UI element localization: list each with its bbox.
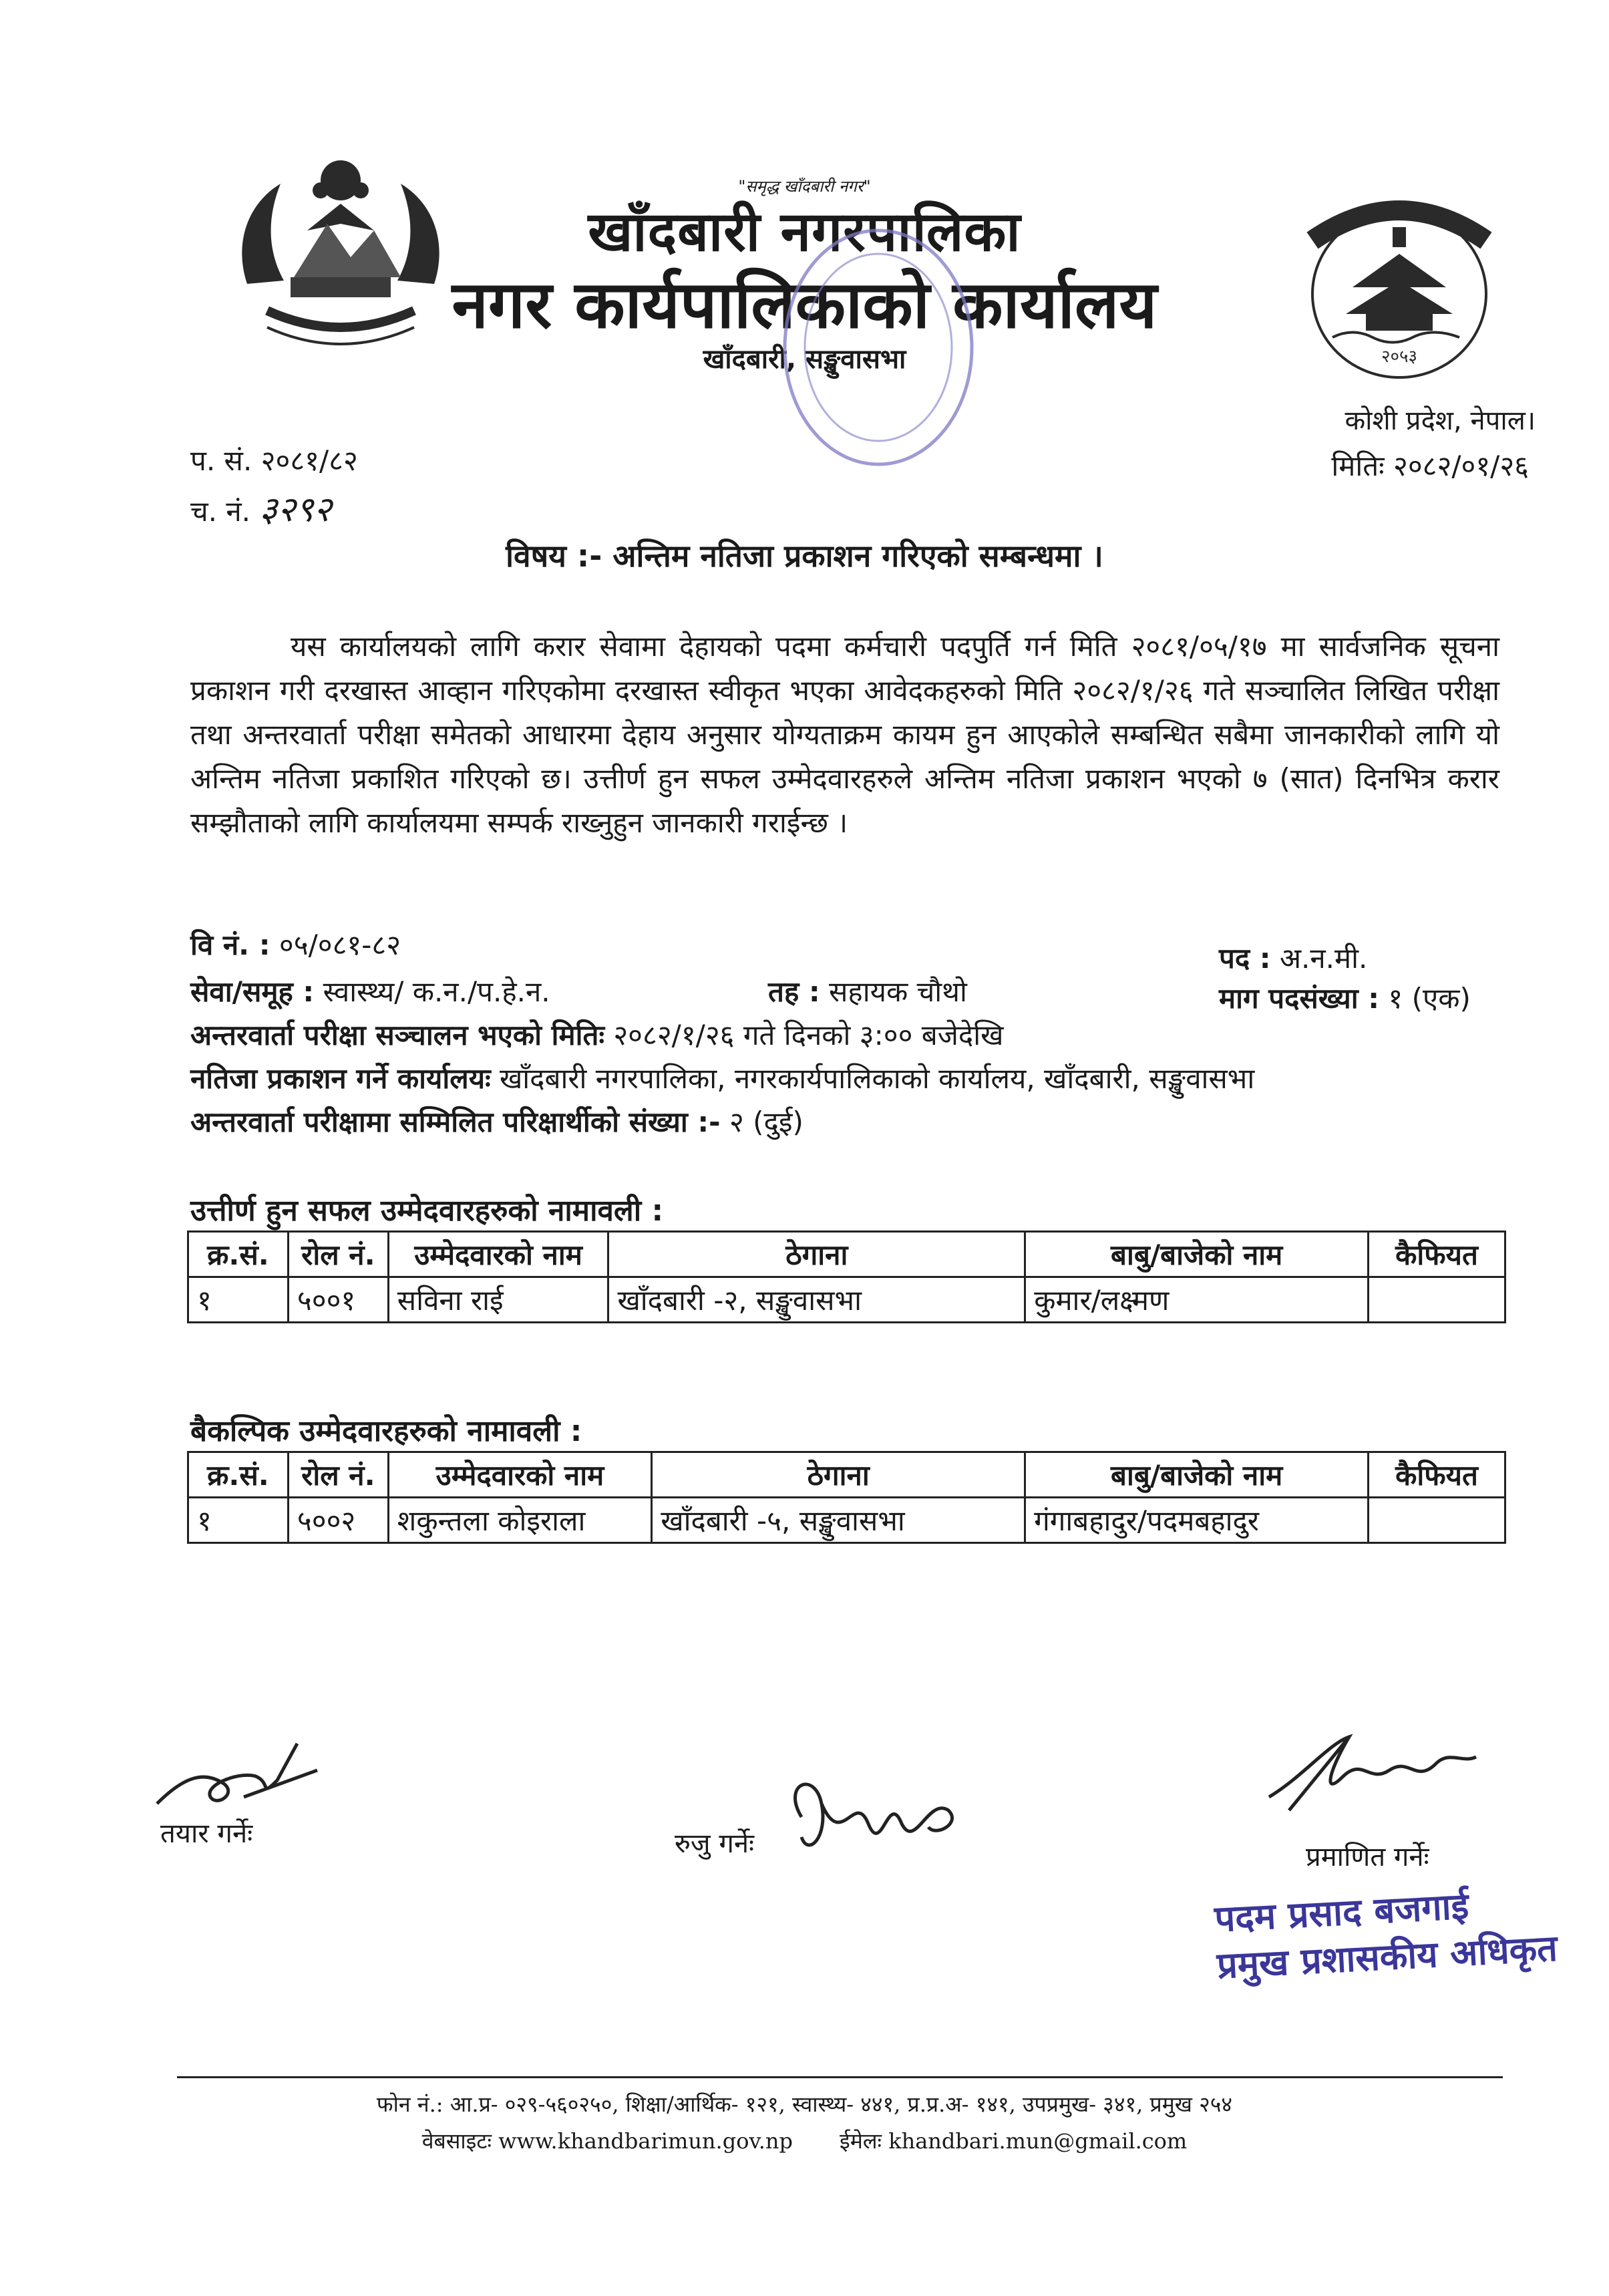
level	[768, 972, 967, 1010]
dispatch-number-handwritten: ३२९२	[259, 490, 332, 530]
demand-value: १ (एक)	[1388, 982, 1471, 1015]
table-header-row	[188, 1232, 1505, 1277]
col-roll: रोल नं.	[288, 1232, 388, 1277]
vi-number-label: वि नं. :	[190, 929, 271, 961]
dispatch-number-label: च. नं.	[190, 495, 251, 528]
cell-roll: ५००२	[288, 1498, 388, 1543]
cell-name: सविना राई	[388, 1277, 608, 1323]
candidate-count-value: २ (दुई)	[729, 1106, 803, 1138]
cell-name: शकुन्तला कोइराला	[388, 1498, 651, 1543]
interview-date-value: २०८२/१/२६ गते दिनको ३:०० बजेदेखि	[613, 1019, 1004, 1051]
col-remarks: कैफियत	[1369, 1452, 1505, 1498]
body-paragraph	[190, 625, 1499, 845]
cell-roll: ५००१	[288, 1277, 388, 1323]
officer-title: प्रमुख प्रशासकीय अधिकृत	[1216, 1927, 1559, 1987]
footer-contact	[0, 2126, 1609, 2155]
vi-number-value: ०५/०८१-८२	[279, 929, 401, 961]
alternate-candidates-table	[187, 1451, 1506, 1544]
province: कोशी प्रदेश, नेपाल।	[1345, 405, 1536, 436]
interview-date	[190, 1015, 1003, 1053]
result-office-value: खाँदबारी नगरपालिका, नगरकार्यपालिकाको कार्यालय, खाँदबारी, सङ्खुवासभा	[499, 1062, 1255, 1095]
passed-list-title: उत्तीर्ण हुन सफल उम्मेदवारहरुको नामावली :	[190, 1194, 664, 1228]
footer-email: ईमेलः khandbari.mun@gmail.com	[840, 2128, 1188, 2154]
service-group	[190, 972, 550, 1010]
org-name: खाँदबारी नगरपालिका	[588, 200, 1021, 264]
logo-year: २०५३	[1381, 347, 1418, 367]
cell-address: खाँदबारी -५, सङ्खुवासभा	[652, 1498, 1025, 1543]
result-office	[190, 1059, 1254, 1097]
subject-line: विषय :- अन्तिम नतिजा प्रकाशन गरिएको सम्बन्धमा ।	[506, 538, 1103, 574]
signature-checked-icon	[775, 1764, 975, 1864]
vi-number	[190, 925, 401, 963]
cell-remarks	[1369, 1277, 1505, 1323]
col-address: ठेगाना	[608, 1232, 1025, 1277]
level-value: सहायक चौथो	[829, 975, 967, 1008]
cell-address: खाँदबारी -२, सङ्खुवासभा	[608, 1277, 1025, 1323]
checked-by-label: रुजु गर्नेः	[675, 1828, 755, 1859]
office-stamp-icon	[768, 200, 989, 481]
reference-number: प. सं. २०८१/८२	[190, 444, 358, 477]
footer-phones: फोन नं.: आ.प्र- ०२९-५६०२५०, शिक्षा/आर्थिक- १२१, स्वास्थ्य- ४४१, प्र.प्र.अ- १४१, उपप्रमुख- ३४१, प्रमुख २५४	[376, 2092, 1233, 2117]
table-header-row	[188, 1452, 1505, 1498]
alternate-list-title: बैकल्पिक उम्मेदवारहरुको नामावली :	[190, 1414, 582, 1448]
col-parent: बाबु/बाजेको नाम	[1025, 1232, 1369, 1277]
service-label: सेवा/समूह :	[190, 975, 315, 1008]
cell-serial: १	[188, 1277, 289, 1323]
footer-website: वेबसाइटः www.khandbarimun.gov.np	[421, 2128, 793, 2154]
office-location: खाँदबारी, सङ्खुवासभा	[703, 344, 906, 375]
interview-date-label: अन्तरवार्ता परीक्षा सञ्चालन भएको मितिः	[190, 1019, 604, 1051]
candidate-count	[190, 1102, 803, 1140]
tagline: "समृद्ध खाँदबारी नगर"	[738, 177, 871, 196]
passed-candidates-table	[187, 1231, 1506, 1323]
dispatch-number	[190, 484, 332, 532]
result-office-label: नतिजा प्रकाशन गर्ने कार्यालयः	[190, 1062, 491, 1095]
col-remarks: कैफियत	[1369, 1232, 1505, 1277]
footer-divider	[177, 2076, 1503, 2078]
issue-date: मितिः २०८२/०१/२६	[1331, 450, 1529, 482]
col-name: उम्मेदवारको नाम	[388, 1232, 608, 1277]
certified-by-label: प्रमाणित गर्नेः	[1306, 1842, 1429, 1872]
level-label: तह :	[768, 975, 820, 1008]
post-value: अ.न.मी.	[1279, 942, 1368, 975]
service-value: स्वास्थ्य/ क.न./प.हे.न.	[323, 975, 550, 1008]
table-row	[188, 1498, 1505, 1543]
cell-parent: गंगाबहादुर/पदमबहादुर	[1025, 1498, 1369, 1543]
cell-serial: १	[188, 1498, 289, 1543]
col-parent: बाबु/बाजेको नाम	[1025, 1452, 1369, 1498]
post-label: पद :	[1219, 942, 1271, 975]
cell-parent: कुमार/लक्ष्मण	[1025, 1277, 1369, 1323]
body-text: यस कार्यालयको लागि करार सेवामा देहायको पदमा कर्मचारी पदपुर्ति गर्न मिति २०८१/०५/१७ मा सार्वजनिक सूचना प्रकाशन गरी दरखास्त आव्हान गरिएकोमा दरखास्त स्वीकृत भएका आवेदकहरुको मिति २०८२/१/२६ गते सञ्चालित लिखित परीक्षा तथा अन्तरवार्ता परीक्षा समेतको आधारमा देहाय अनुसार योग्यताक्रम कायम हुन आएकोले सम्बन्धित सबैमा जानकारीको लागि यो अन्तिम नतिजा प्रकाशित गरिएको छ। उत्तीर्ण हुन सफल उम्मेदवारहरुले अन्तिम नतिजा प्रकाशन भएको ७ (सात) दिनभित्र करार सम्झौताको लागि कार्यालयमा सम्पर्क राख्नुहुन जानकारी गराईन्छ ।	[190, 630, 1499, 839]
prepared-by-label: तयार गर्नेः	[160, 1818, 253, 1849]
post	[1219, 939, 1367, 977]
col-serial: क्र.सं.	[188, 1452, 289, 1498]
col-name: उम्मेदवारको नाम	[388, 1452, 651, 1498]
office-name: नगर कार्यपालिकाको कार्यालय	[452, 267, 1157, 343]
officer-name: पदम प्रसाद बजगाई	[1213, 1884, 1470, 1941]
signature-certified-icon	[1249, 1724, 1503, 1824]
col-address: ठेगाना	[652, 1452, 1025, 1498]
col-roll: रोल नं.	[288, 1452, 388, 1498]
candidate-count-label: अन्तरवार्ता परीक्षामा सम्मिलित परिक्षार्थीको संख्या :-	[190, 1106, 721, 1138]
col-serial: क्र.सं.	[188, 1232, 289, 1277]
demand-label: माग पदसंख्या :	[1219, 982, 1380, 1015]
demand-count	[1219, 979, 1471, 1017]
officer-stamp	[1214, 1878, 1559, 1990]
table-row	[188, 1277, 1505, 1323]
cell-remarks	[1369, 1498, 1505, 1543]
